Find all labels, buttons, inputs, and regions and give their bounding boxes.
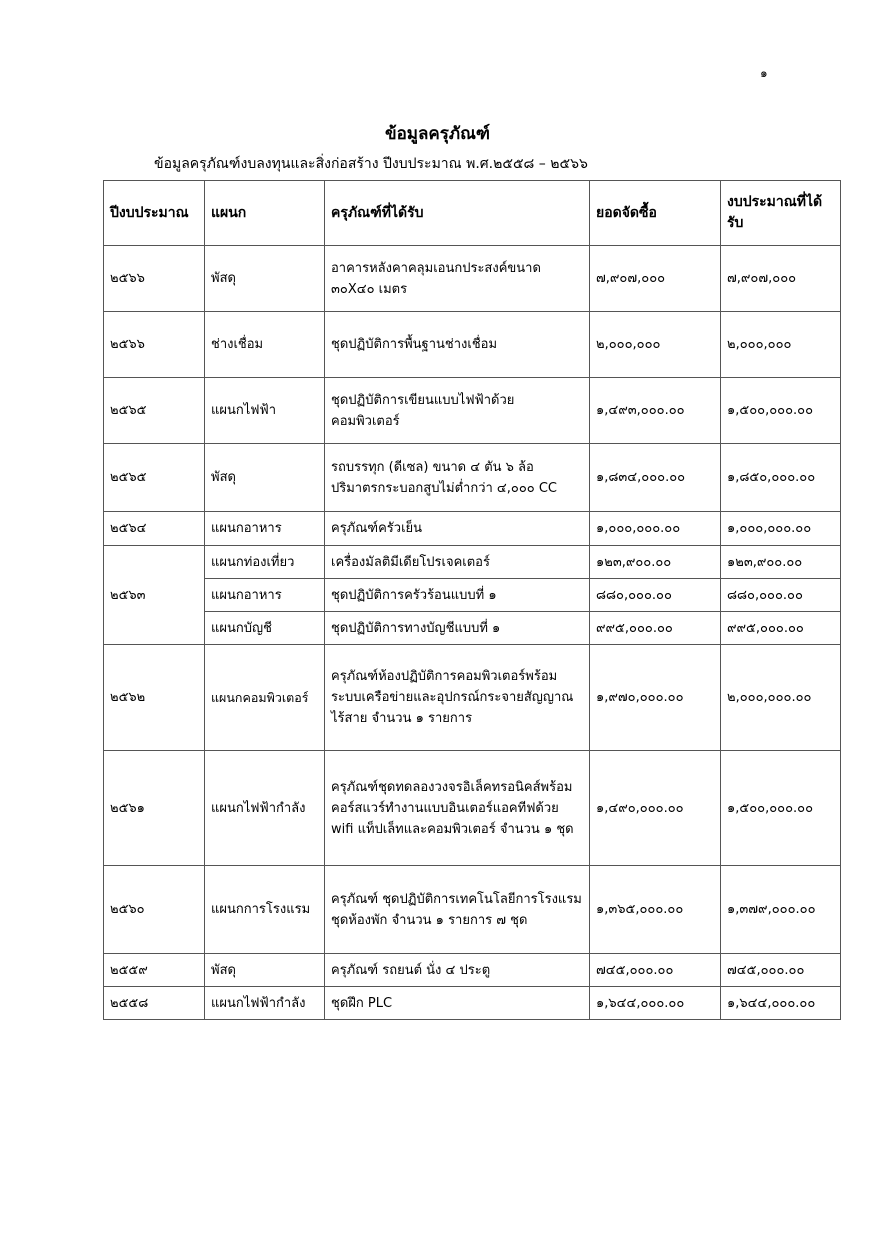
cell-department: พัสดุ: [205, 954, 325, 987]
equipment-table: [103, 180, 841, 1020]
cell-department: แผนกคอมพิวเตอร์: [205, 645, 325, 751]
cell-department: แผนกไฟฟ้ากำลัง: [205, 987, 325, 1020]
cell-equipment: รถบรรทุก (ดีเซล) ขนาด ๔ ตัน ๖ ล้อ ปริมาตรกระบอกสูบไม่ต่ำกว่า ๔,๐๐๐ CC: [325, 444, 590, 512]
cell-equipment: ชุดปฏิบัติการเขียนแบบไฟฟ้าด้วยคอมพิวเตอร์: [325, 378, 590, 444]
cell-year: ๒๕๖๓: [104, 546, 205, 645]
table-row: [104, 246, 841, 312]
cell-department: แผนกไฟฟ้ากำลัง: [205, 751, 325, 866]
cell-year: ๒๕๖๔: [104, 512, 205, 546]
cell-equipment: ชุดฝึก PLC: [325, 987, 590, 1020]
cell-department: แผนกการโรงแรม: [205, 866, 325, 954]
table-row: [104, 546, 841, 579]
cell-purchase: ๗,๙๐๗,๐๐๐: [590, 246, 721, 312]
table-row: [104, 987, 841, 1020]
cell-budget: ๑,๕๐๐,๐๐๐.๐๐: [721, 378, 841, 444]
cell-equipment: อาคารหลังคาคลุมเอนกประสงค์ขนาด ๓๐X๔๐ เมตร: [325, 246, 590, 312]
cell-budget: ๑,๐๐๐,๐๐๐.๐๐: [721, 512, 841, 546]
header-purchase-amount: ยอดจัดซื้อ: [590, 181, 721, 246]
document-subtitle: ข้อมูลครุภัณฑ์งบลงทุนและสิ่งก่อสร้าง ปีงบประมาณ พ.ศ.๒๕๕๘ – ๒๕๖๖: [154, 156, 588, 172]
cell-budget: ๙๙๕,๐๐๐.๐๐: [721, 612, 841, 645]
table-row: [104, 378, 841, 444]
cell-purchase: ๑,๖๔๔,๐๐๐.๐๐: [590, 987, 721, 1020]
cell-department: พัสดุ: [205, 444, 325, 512]
cell-purchase: ๘๘๐,๐๐๐.๐๐: [590, 579, 721, 612]
table-row: [104, 954, 841, 987]
page-number: ๑: [760, 66, 768, 80]
cell-budget: ๑,๓๗๙,๐๐๐.๐๐: [721, 866, 841, 954]
cell-equipment: ครุภัณฑ์ครัวเย็น: [325, 512, 590, 546]
cell-purchase: ๒,๐๐๐,๐๐๐: [590, 312, 721, 378]
cell-budget: ๑,๘๕๐,๐๐๐.๐๐: [721, 444, 841, 512]
cell-equipment: ครุภัณฑ์ ชุดปฏิบัติการเทคโนโลยีการโรงแรม ชุดห้องพัก จำนวน ๑ รายการ ๗ ชุด: [325, 866, 590, 954]
cell-purchase: ๑,๙๗๐,๐๐๐.๐๐: [590, 645, 721, 751]
cell-budget: ๑๒๓,๙๐๐.๐๐: [721, 546, 841, 579]
cell-purchase: ๗๔๕,๐๐๐.๐๐: [590, 954, 721, 987]
table-row: [104, 645, 841, 751]
cell-budget: ๑,๕๐๐,๐๐๐.๐๐: [721, 751, 841, 866]
cell-year: ๒๕๖๕: [104, 378, 205, 444]
cell-department: ช่างเชื่อม: [205, 312, 325, 378]
header-fiscal-year: ปีงบประมาณ: [104, 181, 205, 246]
cell-equipment: ชุดปฏิบัติการครัวร้อนแบบที่ ๑: [325, 579, 590, 612]
header-budget-received: งบประมาณที่ได้รับ: [721, 181, 841, 246]
cell-equipment: ชุดปฏิบัติการทางบัญชีแบบที่ ๑: [325, 612, 590, 645]
cell-budget: ๘๘๐,๐๐๐.๐๐: [721, 579, 841, 612]
table-row: [104, 866, 841, 954]
cell-purchase: ๙๙๕,๐๐๐.๐๐: [590, 612, 721, 645]
cell-department: พัสดุ: [205, 246, 325, 312]
cell-year: ๒๕๖๖: [104, 246, 205, 312]
cell-year: ๒๕๕๘: [104, 987, 205, 1020]
document-title: ข้อมูลครุภัณฑ์: [384, 124, 491, 144]
cell-purchase: ๑,๓๖๕,๐๐๐.๐๐: [590, 866, 721, 954]
cell-equipment: ครุภัณฑ์ชุดทดลองวงจรอิเล็คทรอนิคส์พร้อมคอร์สแวร์ทำงานแบบอินเตอร์แอคทีฟด้วย wifi แท็ปเล็ทและคอมพิวเตอร์ จำนวน ๑ ชุด: [325, 751, 590, 866]
table-row: [104, 579, 841, 612]
table-row: [104, 751, 841, 866]
cell-budget: ๒,๐๐๐,๐๐๐: [721, 312, 841, 378]
table-row: [104, 312, 841, 378]
cell-department: แผนกบัญชี: [205, 612, 325, 645]
cell-purchase: ๑,๔๙๐,๐๐๐.๐๐: [590, 751, 721, 866]
cell-budget: ๗๔๕,๐๐๐.๐๐: [721, 954, 841, 987]
cell-department: แผนกไฟฟ้า: [205, 378, 325, 444]
header-department: แผนก: [205, 181, 325, 246]
cell-year: ๒๕๖๐: [104, 866, 205, 954]
table-row: [104, 512, 841, 546]
table-row: [104, 444, 841, 512]
cell-equipment: เครื่องมัลติมีเดียโปรเจคเตอร์: [325, 546, 590, 579]
cell-equipment: ครุภัณฑ์ รถยนต์ นั่ง ๔ ประตู: [325, 954, 590, 987]
cell-purchase: ๑,๐๐๐,๐๐๐.๐๐: [590, 512, 721, 546]
cell-year: ๒๕๖๕: [104, 444, 205, 512]
cell-purchase: ๑,๔๙๓,๐๐๐.๐๐: [590, 378, 721, 444]
cell-year: ๒๕๖๑: [104, 751, 205, 866]
cell-year: ๒๕๖๖: [104, 312, 205, 378]
table-header-row: [104, 181, 841, 246]
cell-department: แผนกอาหาร: [205, 512, 325, 546]
cell-purchase: ๑,๘๓๔,๐๐๐.๐๐: [590, 444, 721, 512]
cell-year: ๒๕๕๙: [104, 954, 205, 987]
cell-budget: ๑,๖๔๔,๐๐๐.๐๐: [721, 987, 841, 1020]
cell-budget: ๗,๙๐๗,๐๐๐: [721, 246, 841, 312]
header-equipment: ครุภัณฑ์ที่ได้รับ: [325, 181, 590, 246]
cell-department: แผนกท่องเที่ยว: [205, 546, 325, 579]
cell-department: แผนกอาหาร: [205, 579, 325, 612]
cell-year: ๒๕๖๒: [104, 645, 205, 751]
cell-budget: ๒,๐๐๐,๐๐๐.๐๐: [721, 645, 841, 751]
cell-purchase: ๑๒๓,๙๐๐.๐๐: [590, 546, 721, 579]
table-row: [104, 612, 841, 645]
cell-equipment: ชุดปฏิบัติการพื้นฐานช่างเชื่อม: [325, 312, 590, 378]
cell-equipment: ครุภัณฑ์ห้องปฏิบัติการคอมพิวเตอร์พร้อมระบบเครือข่ายและอุปกรณ์กระจายสัญญาณไร้สาย จำนวน ๑ รายการ: [325, 645, 590, 751]
